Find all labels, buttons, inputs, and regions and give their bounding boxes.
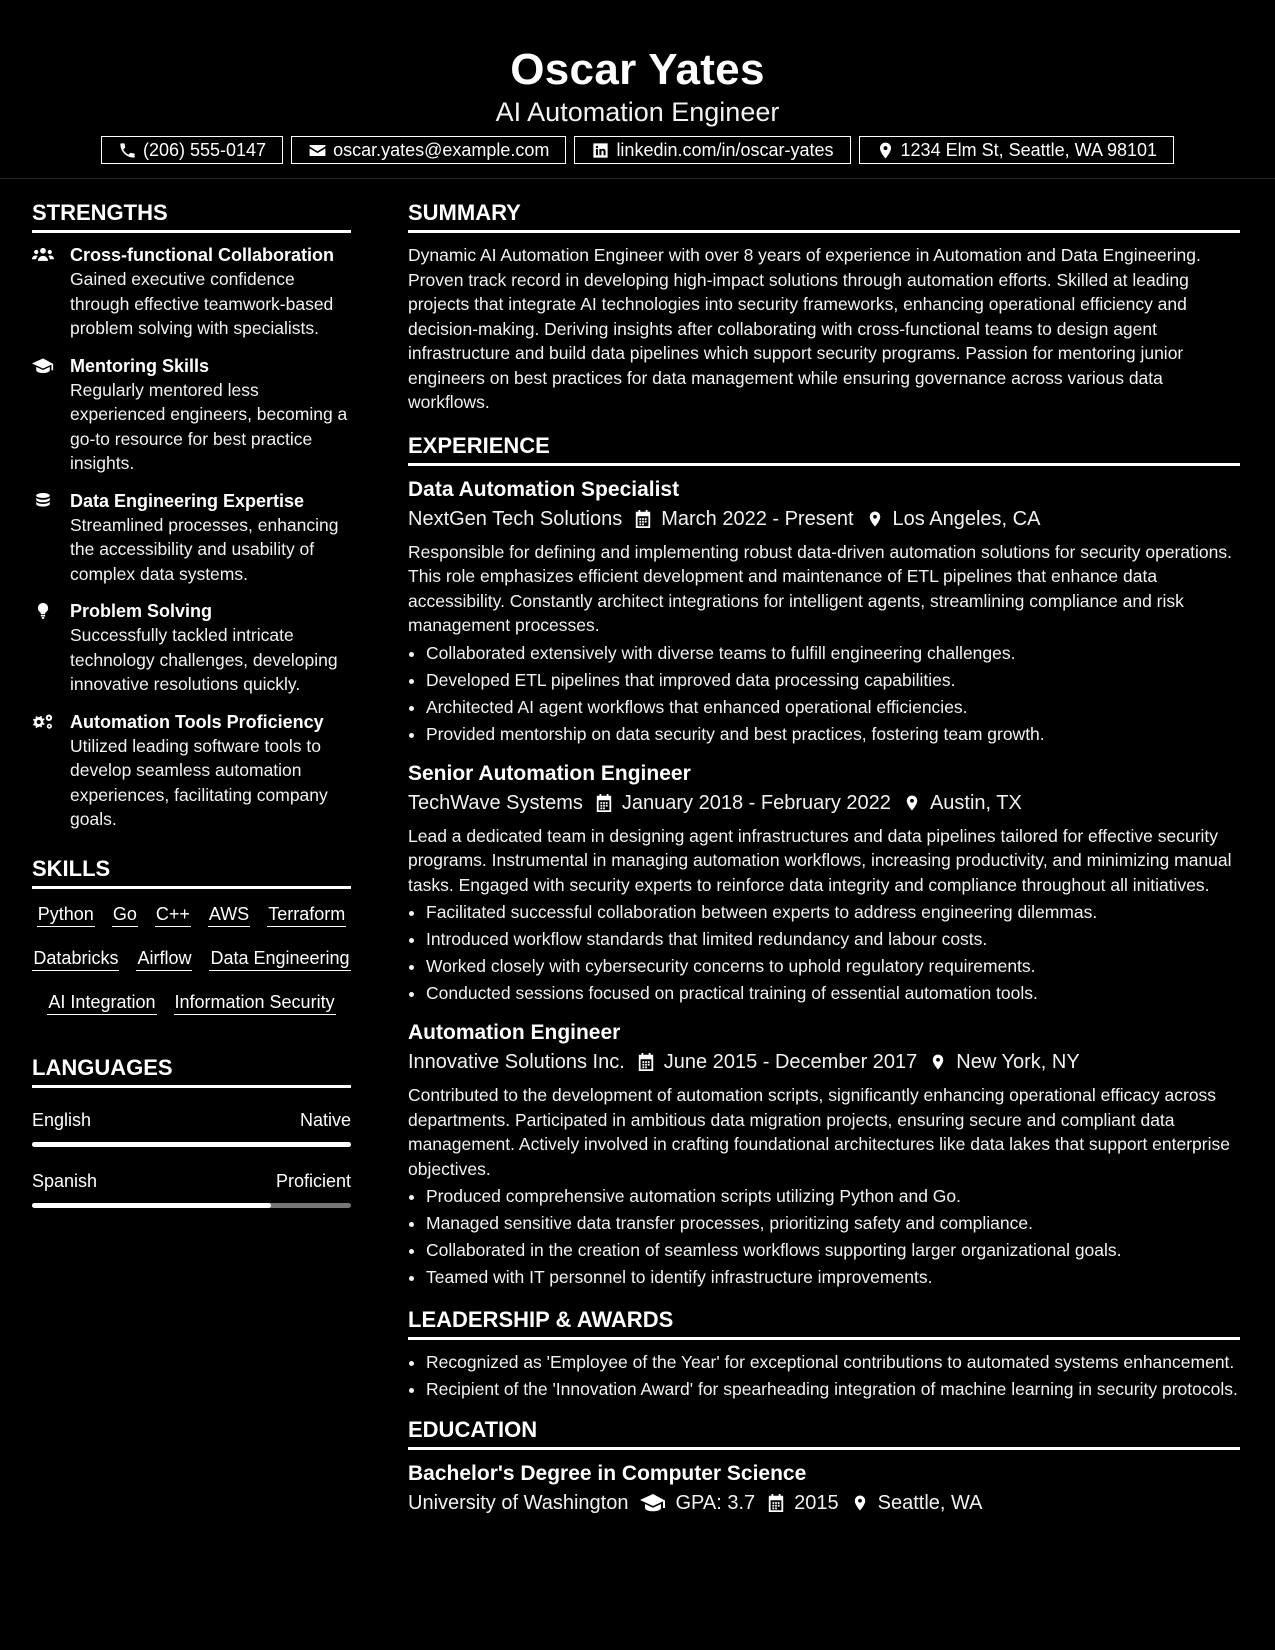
language-item bbox=[32, 1169, 351, 1208]
job-title: Automation Engineer bbox=[408, 1021, 621, 1044]
strength-description: Streamlined processes, enhancing the accessibility and usability of complex data systems. bbox=[70, 514, 339, 584]
skill-tag: C++ bbox=[155, 903, 191, 927]
summary-heading: SUMMARY bbox=[408, 200, 521, 225]
strength-title: Cross-functional Collaboration bbox=[70, 245, 335, 265]
contact-address[interactable] bbox=[859, 136, 1174, 164]
school-name: University of Washington bbox=[408, 1492, 629, 1514]
map-pin-icon bbox=[929, 1052, 947, 1072]
contact-email-text: oscar.yates@example.com bbox=[333, 139, 550, 160]
skill-tag: Go bbox=[112, 903, 138, 927]
language-proficiency-fill bbox=[32, 1142, 351, 1147]
job-achievements bbox=[408, 640, 1240, 748]
language-proficiency-bar bbox=[32, 1203, 351, 1208]
strength-item bbox=[32, 489, 351, 587]
skill-tag: Databricks bbox=[32, 947, 119, 971]
leadership-section bbox=[408, 1303, 1240, 1401]
gears-icon bbox=[32, 713, 54, 731]
skills-list bbox=[32, 903, 351, 1015]
job-company: NextGen Tech Solutions bbox=[408, 507, 623, 530]
job-dates: June 2015 - December 2017 bbox=[663, 1051, 918, 1073]
job-location: New York, NY bbox=[956, 1051, 1080, 1073]
contact-email[interactable] bbox=[291, 136, 566, 164]
leadership-heading: LEADERSHIP & AWARDS bbox=[408, 1307, 674, 1332]
achievement-item: • Provided mentorship on data security and best practices, fostering team growth. bbox=[426, 721, 1240, 748]
achievement-item: • Introduced workflow standards that limited redundancy and labour costs. bbox=[426, 926, 1240, 953]
skills-heading: SKILLS bbox=[32, 855, 111, 881]
strength-item bbox=[32, 710, 351, 832]
right-column bbox=[408, 196, 1240, 1524]
calendar-icon bbox=[637, 1052, 655, 1072]
job-meta bbox=[408, 1047, 1240, 1077]
education-meta bbox=[408, 1488, 1240, 1518]
strength-title: Automation Tools Proficiency bbox=[70, 711, 324, 732]
job-dates: March 2022 - Present bbox=[661, 507, 854, 530]
achievement-item: • Collaborated extensively with diverse teams to fulfill engineering challenges. bbox=[426, 640, 1240, 667]
strength-title: Problem Solving bbox=[70, 601, 213, 621]
language-proficiency-bar bbox=[32, 1142, 351, 1147]
contact-linkedin-text: linkedin.com/in/oscar-yates bbox=[616, 139, 834, 160]
achievement-item: • Worked closely with cybersecurity concerns to uphold regulatory requirements. bbox=[426, 953, 1240, 980]
strength-item bbox=[32, 354, 351, 476]
gpa: GPA: 3.7 bbox=[675, 1492, 756, 1514]
job-description: Lead a dedicated team in designing agent infrastructures and data pipelines tailored for effective security programs. Instrumental in managing automation workflows, increasing productivity, and minimizing manual tasks. Engaged with security experts to reinforce data integrity and compliance throughout all initiatives. bbox=[408, 825, 1232, 895]
calendar-icon bbox=[767, 1493, 785, 1513]
skill-tag: Airflow bbox=[136, 947, 192, 971]
summary-section bbox=[408, 196, 1240, 415]
awards-list bbox=[408, 1350, 1240, 1401]
database-icon bbox=[32, 492, 54, 510]
language-name: Spanish bbox=[32, 1170, 98, 1191]
strengths-heading: STRENGTHS bbox=[32, 200, 168, 225]
achievement-item: • Developed ETL pipelines that improved data processing capabilities. bbox=[426, 667, 1240, 694]
job-description: Responsible for defining and implementing robust data-driven automation solutions for security operations. This role emphasizes efficient development and maintenance of ETL pipelines that enhance data accessibility. Constantly architect integrations for intelligent agents, streamlining compliance and risk management processes. bbox=[408, 541, 1232, 635]
strength-description: Successfully tackled intricate technology challenges, developing innovative resolutions quickly. bbox=[70, 625, 338, 694]
strengths-section bbox=[32, 196, 351, 832]
job-description: Contributed to the development of automation scripts, significantly enhancing operational efficacy across departments. Participated in ambitious data migration projects, ensuring secure and compliant data management. Actively involved in crafting foundational architectures like data lakes that support enterprise objectives. bbox=[408, 1085, 1230, 1179]
job-dates: January 2018 - February 2022 bbox=[621, 791, 891, 814]
contact-bar bbox=[0, 136, 1275, 164]
summary-text: Dynamic AI Automation Engineer with over 8 years of experience in Automation and Data Engineering. Proven track record in developing high-impact solutions through automation efforts. Skilled at leading projects that integrate AI technologies into security frameworks, enhancing operational efficiency and decision-making. Deriving insights after collaborating with cross-functional teams to design agent infrastructure and build data pipelines which support security programs. Passion for mentoring junior engineers on best practices for data management while ensuring governance across various data workflows. bbox=[408, 245, 1201, 412]
linkedin-icon bbox=[591, 141, 610, 160]
school-location: Seattle, WA bbox=[877, 1492, 983, 1514]
section-divider bbox=[32, 886, 351, 889]
job-title: Senior Automation Engineer bbox=[408, 761, 691, 785]
contact-address-text: 1234 Elm St, Seattle, WA 98101 bbox=[900, 139, 1158, 160]
resume-header bbox=[0, 0, 1275, 164]
strength-title: Data Engineering Expertise bbox=[70, 490, 305, 511]
candidate-title: AI Automation Engineer bbox=[495, 97, 780, 127]
map-pin-icon bbox=[851, 1493, 869, 1513]
job-entry bbox=[408, 1019, 1240, 1291]
skill-tag: AI Integration bbox=[47, 991, 156, 1015]
language-level: Native bbox=[299, 1109, 351, 1130]
achievement-item: • Managed sensitive data transfer processes, prioritizing safety and compliance. bbox=[426, 1210, 1240, 1237]
job-entry bbox=[408, 476, 1240, 748]
map-pin-icon bbox=[876, 141, 895, 160]
job-achievements bbox=[408, 1183, 1240, 1291]
job-entry bbox=[408, 760, 1240, 1008]
calendar-icon bbox=[595, 793, 613, 813]
section-divider bbox=[408, 230, 1240, 233]
map-pin-icon bbox=[903, 793, 921, 813]
strength-description: Utilized leading software tools to develop seamless automation experiences, facilitating company goals. bbox=[70, 735, 328, 829]
section-divider bbox=[32, 230, 351, 233]
language-name: English bbox=[32, 1109, 92, 1130]
experience-heading: EXPERIENCE bbox=[408, 432, 550, 458]
strength-description: Gained executive confidence through effective teamwork-based problem solving with specialists. bbox=[70, 269, 334, 338]
phone-icon bbox=[118, 141, 137, 160]
lightbulb-icon bbox=[32, 602, 54, 620]
award-item: • Recognized as 'Employee of the Year' for exceptional contributions to automated systems enhancement. bbox=[426, 1350, 1240, 1375]
candidate-name: Oscar Yates bbox=[510, 45, 765, 94]
job-title: Data Automation Specialist bbox=[408, 477, 680, 501]
section-divider bbox=[408, 463, 1240, 466]
job-meta bbox=[408, 788, 1240, 818]
achievement-item: • Facilitated successful collaboration between experts to address engineering dilemmas. bbox=[426, 899, 1240, 926]
skills-section bbox=[32, 852, 351, 1015]
contact-phone[interactable] bbox=[101, 136, 283, 164]
graduation-cap-icon bbox=[640, 1493, 666, 1513]
section-divider bbox=[32, 1085, 351, 1088]
skill-tag: Python bbox=[37, 903, 95, 927]
achievement-item: • Teamed with IT personnel to identify infrastructure improvements. bbox=[426, 1264, 1240, 1291]
strength-title: Mentoring Skills bbox=[70, 355, 210, 376]
experience-section bbox=[408, 429, 1240, 1292]
left-column bbox=[32, 196, 351, 1208]
language-level: Proficient bbox=[275, 1170, 351, 1191]
achievement-item: • Produced comprehensive automation scripts utilizing Python and Go. bbox=[426, 1183, 1240, 1210]
achievement-item: • Conducted sessions focused on practical training of essential automation tools. bbox=[426, 980, 1240, 1007]
graduation-year: 2015 bbox=[794, 1492, 839, 1514]
section-divider bbox=[408, 1337, 1240, 1340]
header-divider bbox=[0, 178, 1275, 179]
education-heading: EDUCATION bbox=[408, 1417, 538, 1442]
skill-tag: Information Security bbox=[174, 991, 336, 1015]
language-proficiency-fill bbox=[32, 1203, 271, 1208]
job-company: Innovative Solutions Inc. bbox=[408, 1051, 625, 1073]
education-section bbox=[408, 1413, 1240, 1518]
job-meta bbox=[408, 504, 1240, 534]
job-location: Los Angeles, CA bbox=[892, 507, 1041, 530]
strength-item bbox=[32, 243, 351, 341]
skill-tag: AWS bbox=[208, 903, 250, 927]
users-icon bbox=[32, 246, 54, 264]
envelope-icon bbox=[308, 141, 327, 160]
job-achievements bbox=[408, 899, 1240, 1007]
contact-phone-text: (206) 555-0147 bbox=[142, 139, 267, 160]
languages-heading: LANGUAGES bbox=[32, 1054, 173, 1080]
skill-tag: Data Engineering bbox=[209, 947, 350, 971]
achievement-item: • Architected AI agent workflows that enhanced operational efficiencies. bbox=[426, 694, 1240, 721]
award-item: • Recipient of the 'Innovation Award' for spearheading integration of machine learning in security protocols. bbox=[426, 1377, 1240, 1402]
achievement-item: • Collaborated in the creation of seamless workflows supporting larger organizational goals. bbox=[426, 1237, 1240, 1264]
languages-section bbox=[32, 1051, 351, 1208]
strength-description: Regularly mentored less experienced engineers, becoming a go-to resource for best practice insights. bbox=[70, 379, 348, 473]
map-pin-icon bbox=[866, 509, 884, 529]
strength-item bbox=[32, 599, 351, 697]
job-location: Austin, TX bbox=[929, 791, 1022, 814]
degree-title: Bachelor's Degree in Computer Science bbox=[408, 1462, 807, 1485]
job-company: TechWave Systems bbox=[408, 791, 583, 814]
section-divider bbox=[408, 1447, 1240, 1450]
skill-tag: Terraform bbox=[267, 903, 346, 927]
graduation-cap-icon bbox=[32, 357, 54, 375]
contact-linkedin[interactable] bbox=[574, 136, 850, 164]
language-item bbox=[32, 1108, 351, 1147]
calendar-icon bbox=[634, 509, 652, 529]
